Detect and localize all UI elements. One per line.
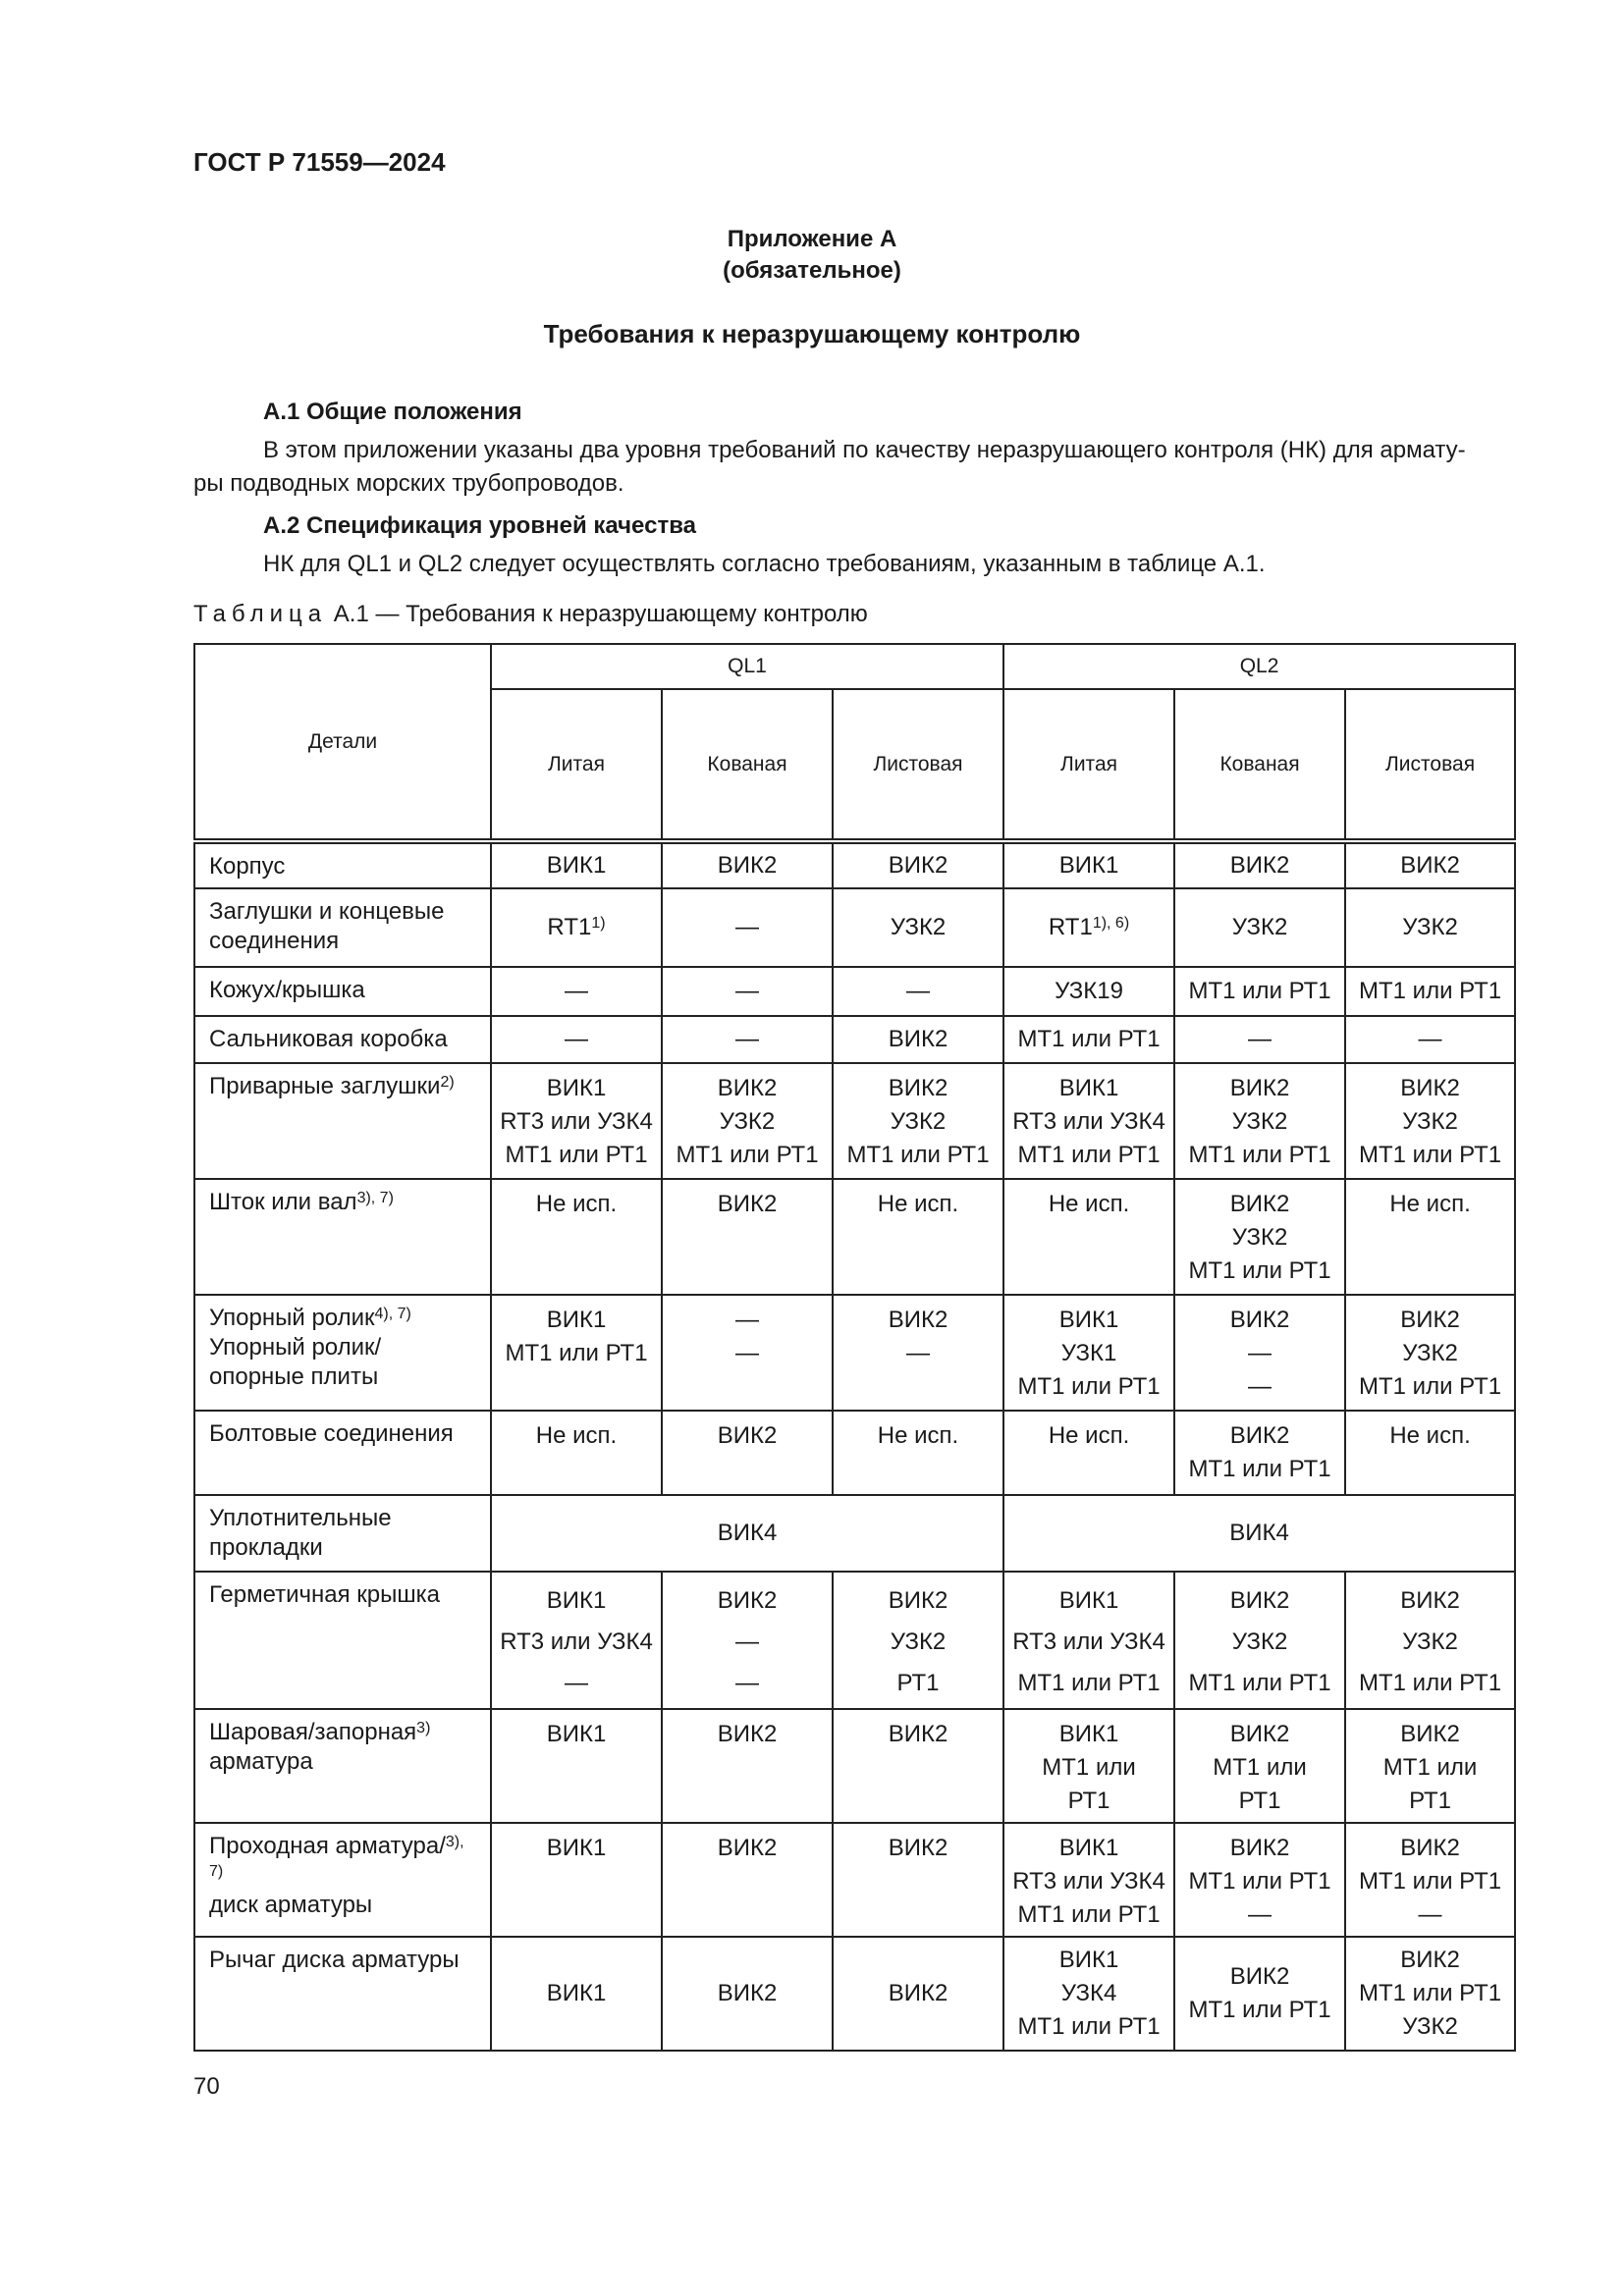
cell-line: ВИК2 xyxy=(1229,1422,1290,1449)
cell-line: ВИК2 xyxy=(1229,1963,1290,1990)
page-number: 70 xyxy=(193,2073,220,2100)
table-cell xyxy=(1345,967,1515,1016)
row-label-line: Сальниковая коробка xyxy=(209,1026,448,1052)
row-label-line: Шаровая/запорная xyxy=(209,1719,417,1745)
table-row xyxy=(194,1572,1515,1709)
table-cell xyxy=(1174,967,1345,1016)
row-label-line: Болтовые соединения xyxy=(209,1420,454,1447)
cell-line: ВИК2 xyxy=(1229,1587,1290,1614)
cell-line: ВИК2 xyxy=(1400,1587,1460,1614)
cell-line: ВИК2 xyxy=(717,852,778,879)
cell-line: — xyxy=(1418,1901,1442,1928)
subheader-ql1-plate: Листовая xyxy=(833,689,1003,841)
table-cell xyxy=(833,1016,1003,1063)
table-cell xyxy=(662,841,833,888)
cell-line: ВИК2 xyxy=(888,1721,948,1747)
cell-line: УЗК2 xyxy=(719,1108,776,1135)
cell-line: МТ1 или xyxy=(1042,1754,1136,1781)
cell-line: ВИК2 xyxy=(888,1075,948,1101)
table-cell xyxy=(1003,1709,1174,1823)
table-cell xyxy=(491,841,662,888)
cell-line: RT1 xyxy=(547,914,592,940)
cell-line: ВИК1 xyxy=(1058,1075,1119,1101)
cell-line: МТ1 или xyxy=(1382,1754,1478,1781)
table-row xyxy=(194,1179,1515,1295)
merged-cell: ВИК4 xyxy=(491,1495,1003,1572)
table-cell xyxy=(833,1179,1003,1295)
section-2-heading: А.2 Спецификация уровней качества xyxy=(263,512,696,539)
table-cell xyxy=(1345,1572,1515,1709)
table-cell xyxy=(1174,1937,1345,2051)
table-cell xyxy=(662,1295,833,1411)
cell-line: ВИК1 xyxy=(546,1075,607,1101)
table-cell xyxy=(1345,1016,1515,1063)
cell-line: РТ1 xyxy=(1238,1788,1281,1814)
row-label-line: Кожух/крышка xyxy=(209,977,365,1003)
cell-line: ВИК2 xyxy=(717,1980,778,2006)
table-cell xyxy=(491,1063,662,1179)
cell-line: ВИК2 xyxy=(1400,1835,1460,1861)
subheader-ql2-cast: Литая xyxy=(1003,689,1174,841)
table-cell xyxy=(1345,841,1515,888)
cell-line: МТ1 или РТ1 xyxy=(1017,1670,1161,1696)
table-cell xyxy=(1174,1179,1345,1295)
table-cell xyxy=(1174,1823,1345,1937)
cell-line: ВИК2 xyxy=(888,1587,948,1614)
cell-line: УЗК4 xyxy=(1060,1980,1117,2006)
cell-line: ВИК2 xyxy=(1229,1721,1290,1747)
cell-line: УЗК2 xyxy=(1402,914,1458,940)
cell-line: МТ1 или РТ1 xyxy=(1359,1670,1502,1696)
ndt-requirements-table xyxy=(193,643,1516,2052)
table-cell xyxy=(491,1572,662,1709)
table-cell xyxy=(1174,1016,1345,1063)
table-cell xyxy=(1174,1709,1345,1823)
section-1-heading: А.1 Общие положения xyxy=(263,399,522,425)
row-label-line: Шток или вал xyxy=(209,1189,357,1215)
row-label-line: Рычаг диска арматуры xyxy=(209,1947,460,1973)
table-cell xyxy=(491,967,662,1016)
table-body xyxy=(194,841,1515,2051)
cell-line: Не исп. xyxy=(1048,1422,1130,1449)
table-row xyxy=(194,1063,1515,1179)
table-cell xyxy=(1174,1063,1345,1179)
table-cell xyxy=(1174,1572,1345,1709)
section-1-line-2: ры подводных морских трубопроводов. xyxy=(193,470,624,497)
table-cell xyxy=(1003,1179,1174,1295)
table-cell xyxy=(1003,1063,1174,1179)
cell-line: Не исп. xyxy=(1389,1191,1471,1217)
cell-line: МТ1 или РТ1 xyxy=(1017,1373,1161,1400)
cell-line: RT3 или УЗК4 xyxy=(1012,1108,1165,1135)
table-cell xyxy=(662,1063,833,1179)
subheader-ql2-plate: Листовая xyxy=(1345,689,1515,841)
cell-line: Не исп. xyxy=(535,1422,618,1449)
table-cell xyxy=(662,967,833,1016)
cell-line: — xyxy=(735,1307,759,1333)
footnote-ref: 4), 7) xyxy=(374,1306,411,1322)
cell-line: — xyxy=(565,1026,588,1052)
table-cell xyxy=(662,888,833,967)
cell-line: МТ1 или РТ1 xyxy=(1188,1257,1331,1284)
table-row xyxy=(194,888,1515,967)
row-label-line: Корпус xyxy=(209,853,286,880)
appendix-title: Приложение А xyxy=(727,226,897,252)
cell-line: УЗК2 xyxy=(1231,1629,1288,1655)
cell-line: МТ1 или РТ1 xyxy=(1188,1997,1331,2023)
row-label xyxy=(194,1063,491,1179)
table-cell xyxy=(1003,1823,1174,1937)
cell-line: ВИК2 xyxy=(888,1980,948,2006)
section-1-line-1: В этом приложении указаны два уровня требований по качеству неразрушающего контроля (НК) для армату- xyxy=(263,437,1466,463)
table-caption xyxy=(193,601,868,628)
table-cell xyxy=(662,1823,833,1937)
row-label xyxy=(194,1179,491,1295)
footnote-ref: 3), 7) xyxy=(209,1834,464,1880)
table-cell xyxy=(1174,1411,1345,1495)
table-row xyxy=(194,967,1515,1016)
cell-line: ВИК2 xyxy=(1400,1947,1460,1973)
cell-line: УЗК2 xyxy=(1402,1629,1458,1655)
table-row xyxy=(194,1823,1515,1937)
table-row xyxy=(194,841,1515,888)
appendix-heading: Требования к неразрушающему контролю xyxy=(543,319,1081,348)
cell-line: ВИК2 xyxy=(1400,1721,1460,1747)
cell-line: ВИК1 xyxy=(1058,1307,1119,1333)
cell-line: УЗК2 xyxy=(890,1108,947,1135)
table-row xyxy=(194,1937,1515,2051)
cell-line: УЗК2 xyxy=(1402,1340,1458,1366)
cell-line: МТ1 или xyxy=(1213,1754,1307,1781)
table-cell xyxy=(1003,888,1174,967)
cell-line: УЗК2 xyxy=(1231,1224,1288,1251)
cell-line: МТ1 или РТ1 xyxy=(1017,2013,1161,2040)
row-label-line: арматура xyxy=(209,1748,313,1775)
cell-line: МТ1 или РТ1 xyxy=(846,1142,990,1168)
cell-line: УЗК1 xyxy=(1060,1340,1117,1366)
cell-line: МТ1 или РТ1 xyxy=(505,1340,648,1366)
document-id: ГОСТ Р 71559—2024 xyxy=(193,147,446,177)
row-label xyxy=(194,1572,491,1709)
table-cell xyxy=(1003,1411,1174,1495)
footnote-ref: 2) xyxy=(440,1074,455,1091)
table-caption-label: Таблица xyxy=(193,601,328,627)
cell-line: Не исп. xyxy=(535,1191,618,1217)
table-cell xyxy=(662,1709,833,1823)
cell-line: ВИК2 xyxy=(717,1191,778,1217)
cell-line: ВИК1 xyxy=(546,1587,607,1614)
cell-line: Не исп. xyxy=(877,1191,959,1217)
cell-line: ВИК2 xyxy=(1400,1307,1460,1333)
table-cell xyxy=(491,1295,662,1411)
cell-line: ВИК2 xyxy=(717,1075,778,1101)
row-label xyxy=(194,1709,491,1823)
row-label xyxy=(194,1411,491,1495)
table-cell xyxy=(1003,1016,1174,1063)
cell-line: ВИК2 xyxy=(717,1422,778,1449)
cell-line: МТ1 или РТ1 xyxy=(1017,1142,1161,1168)
row-label-line: Проходная арматура/ xyxy=(209,1833,446,1859)
row-label-line: Упорный ролик xyxy=(209,1305,375,1331)
subheader-ql1-forged: Кованая xyxy=(662,689,833,841)
table-row xyxy=(194,1411,1515,1495)
row-label xyxy=(194,1823,491,1937)
table-cell xyxy=(491,1937,662,2051)
cell-line: УЗК2 xyxy=(1402,2013,1458,2040)
table-cell xyxy=(491,1179,662,1295)
table-cell xyxy=(833,1709,1003,1823)
header-details: Детали xyxy=(194,644,491,841)
table-cell xyxy=(491,888,662,967)
table-cell xyxy=(1345,1295,1515,1411)
cell-line: — xyxy=(735,978,759,1004)
footnote-ref: 1), 6) xyxy=(1092,915,1130,932)
cell-line: ВИК2 xyxy=(717,1835,778,1861)
table-cell xyxy=(1345,1411,1515,1495)
table-cell xyxy=(833,841,1003,888)
cell-line: Не исп. xyxy=(877,1422,959,1449)
cell-line: ВИК2 xyxy=(717,1587,778,1614)
cell-line: — xyxy=(906,1340,931,1366)
cell-line: ВИК1 xyxy=(1058,1721,1119,1747)
table-cell xyxy=(1345,888,1515,967)
cell-line: RT3 или УЗК4 xyxy=(500,1629,653,1655)
cell-line: — xyxy=(735,1340,759,1366)
cell-line: ВИК1 xyxy=(546,1835,607,1861)
cell-line: — xyxy=(1248,1373,1272,1400)
row-label-line: прокладки xyxy=(209,1534,323,1561)
cell-line: ВИК1 xyxy=(546,1980,607,2006)
table-cell xyxy=(1174,1295,1345,1411)
row-label xyxy=(194,841,491,888)
cell-line: МТ1 или РТ1 xyxy=(676,1142,819,1168)
cell-line: РТ1 xyxy=(1067,1788,1110,1814)
row-label-line: опорные плиты xyxy=(209,1363,379,1390)
cell-line: УЗК2 xyxy=(890,1629,947,1655)
cell-line: РТ1 xyxy=(1409,1788,1452,1814)
table-cell xyxy=(491,1823,662,1937)
cell-line: ВИК1 xyxy=(546,1721,607,1747)
row-label-line: диск арматуры xyxy=(209,1892,373,1918)
table-cell xyxy=(1345,1823,1515,1937)
table-cell xyxy=(1003,1295,1174,1411)
row-label xyxy=(194,1937,491,2051)
table-row xyxy=(194,1709,1515,1823)
row-label xyxy=(194,1495,491,1572)
table-cell xyxy=(662,1016,833,1063)
cell-line: — xyxy=(1248,1901,1272,1928)
table-cell xyxy=(1345,1179,1515,1295)
table-caption-text: А.1 — Требования к неразрушающему контролю xyxy=(327,601,868,627)
cell-line: МТ1 или РТ1 xyxy=(1188,1868,1331,1895)
table-cell xyxy=(1345,1709,1515,1823)
subheader-ql2-forged: Кованая xyxy=(1174,689,1345,841)
table-cell xyxy=(1003,1937,1174,2051)
section-1-text xyxy=(193,434,1514,501)
table-cell xyxy=(833,1411,1003,1495)
cell-line: — xyxy=(735,1670,759,1696)
cell-line: ВИК2 xyxy=(1229,1191,1290,1217)
row-label xyxy=(194,1295,491,1411)
table-cell xyxy=(833,1937,1003,2051)
cell-line: УЗК2 xyxy=(1231,1108,1288,1135)
table-cell xyxy=(662,1572,833,1709)
table-cell xyxy=(833,1823,1003,1937)
cell-line: МТ1 или РТ1 xyxy=(1017,1026,1161,1052)
subheader-ql1-cast: Литая xyxy=(491,689,662,841)
cell-line: ВИК1 xyxy=(546,1307,607,1333)
cell-line: ВИК2 xyxy=(1229,1835,1290,1861)
table-cell xyxy=(1345,1937,1515,2051)
appendix-status: (обязательное) xyxy=(723,257,901,284)
cell-line: RT1 xyxy=(1048,914,1093,940)
cell-line: Не исп. xyxy=(1389,1422,1471,1449)
cell-line: МТ1 или РТ1 xyxy=(1359,1373,1502,1400)
cell-line: МТ1 или РТ1 xyxy=(1359,1980,1502,2006)
cell-line: — xyxy=(565,978,588,1004)
cell-line: ВИК2 xyxy=(717,1721,778,1747)
row-label-line: Герметичная крышка xyxy=(209,1581,441,1608)
table-cell xyxy=(833,1063,1003,1179)
cell-line: ВИК1 xyxy=(1058,1947,1119,1973)
cell-line: — xyxy=(735,1629,759,1655)
row-label-line: Приварные заглушки xyxy=(209,1073,441,1099)
row-label-line: Заглушки и концевые xyxy=(209,898,445,925)
cell-line: — xyxy=(735,1026,759,1052)
cell-line: МТ1 или РТ1 xyxy=(505,1142,648,1168)
cell-line: МТ1 или РТ1 xyxy=(1188,1670,1331,1696)
cell-line: УЗК2 xyxy=(1231,914,1288,940)
cell-line: ВИК2 xyxy=(1229,852,1290,879)
cell-line: Не исп. xyxy=(1048,1191,1130,1217)
cell-line: RT3 или УЗК4 xyxy=(1012,1868,1165,1895)
row-label xyxy=(194,967,491,1016)
table-cell xyxy=(833,967,1003,1016)
table-row xyxy=(194,1495,1515,1572)
table-cell xyxy=(1003,841,1174,888)
cell-line: — xyxy=(1418,1026,1442,1052)
table-cell xyxy=(491,1709,662,1823)
table-cell xyxy=(662,1411,833,1495)
cell-line: — xyxy=(565,1670,588,1696)
footnote-ref: 3), 7) xyxy=(356,1190,394,1206)
cell-line: ВИК2 xyxy=(1400,1075,1460,1101)
row-label xyxy=(194,1016,491,1063)
cell-line: ВИК2 xyxy=(888,852,948,879)
row-label xyxy=(194,888,491,967)
cell-line: ВИК2 xyxy=(888,1835,948,1861)
row-label-line: Упорный ролик/ xyxy=(209,1334,382,1361)
table-cell xyxy=(491,1411,662,1495)
table-row xyxy=(194,1016,1515,1063)
table-cell xyxy=(662,1937,833,2051)
cell-line: — xyxy=(735,914,759,940)
cell-line: ВИК2 xyxy=(888,1026,948,1052)
cell-line: ВИК2 xyxy=(1229,1307,1290,1333)
cell-line: ВИК1 xyxy=(546,852,607,879)
cell-line: — xyxy=(906,978,931,1004)
cell-line: МТ1 или РТ1 xyxy=(1188,1456,1331,1482)
table-cell xyxy=(833,1572,1003,1709)
cell-line: — xyxy=(1248,1026,1272,1052)
table-cell xyxy=(1003,967,1174,1016)
table-cell xyxy=(833,888,1003,967)
header-group-ql1: QL1 xyxy=(491,644,1003,689)
cell-line: МТ1 или РТ1 xyxy=(1359,1142,1502,1168)
cell-line: МТ1 или РТ1 xyxy=(1359,978,1502,1004)
row-label-line: Уплотнительные xyxy=(209,1505,392,1531)
cell-line: ВИК1 xyxy=(1058,1835,1119,1861)
cell-line: ВИК2 xyxy=(888,1307,948,1333)
cell-line: ВИК2 xyxy=(1400,852,1460,879)
table-cell xyxy=(1174,841,1345,888)
table-cell xyxy=(491,1016,662,1063)
cell-line: ВИК2 xyxy=(1229,1075,1290,1101)
cell-line: ВИК1 xyxy=(1058,852,1119,879)
row-label-line: соединения xyxy=(209,928,340,954)
cell-line: УЗК19 xyxy=(1055,978,1123,1004)
footnote-ref: 1) xyxy=(591,915,606,932)
table-cell xyxy=(1174,888,1345,967)
merged-cell: ВИК4 xyxy=(1003,1495,1515,1572)
cell-line: МТ1 или РТ1 xyxy=(1359,1868,1502,1895)
cell-line: МТ1 или РТ1 xyxy=(1188,978,1331,1004)
footnote-ref: 3) xyxy=(416,1720,431,1736)
table-cell xyxy=(1345,1063,1515,1179)
cell-line: — xyxy=(1248,1340,1272,1366)
cell-line: УЗК2 xyxy=(890,914,947,940)
cell-line: РТ1 xyxy=(896,1670,940,1696)
cell-line: ВИК1 xyxy=(1058,1587,1119,1614)
table-cell xyxy=(833,1295,1003,1411)
cell-line: МТ1 или РТ1 xyxy=(1188,1142,1331,1168)
cell-line: УЗК2 xyxy=(1402,1108,1458,1135)
table-row xyxy=(194,1295,1515,1411)
section-2-text: НК для QL1 и QL2 следует осуществлять согласно требованиям, указанным в таблице А.1. xyxy=(263,551,1266,577)
header-group-ql2: QL2 xyxy=(1003,644,1515,689)
cell-line: МТ1 или РТ1 xyxy=(1017,1901,1161,1928)
cell-line: RT3 или УЗК4 xyxy=(1012,1629,1165,1655)
table-cell xyxy=(662,1179,833,1295)
cell-line: RT3 или УЗК4 xyxy=(500,1108,653,1135)
table-cell xyxy=(1003,1572,1174,1709)
